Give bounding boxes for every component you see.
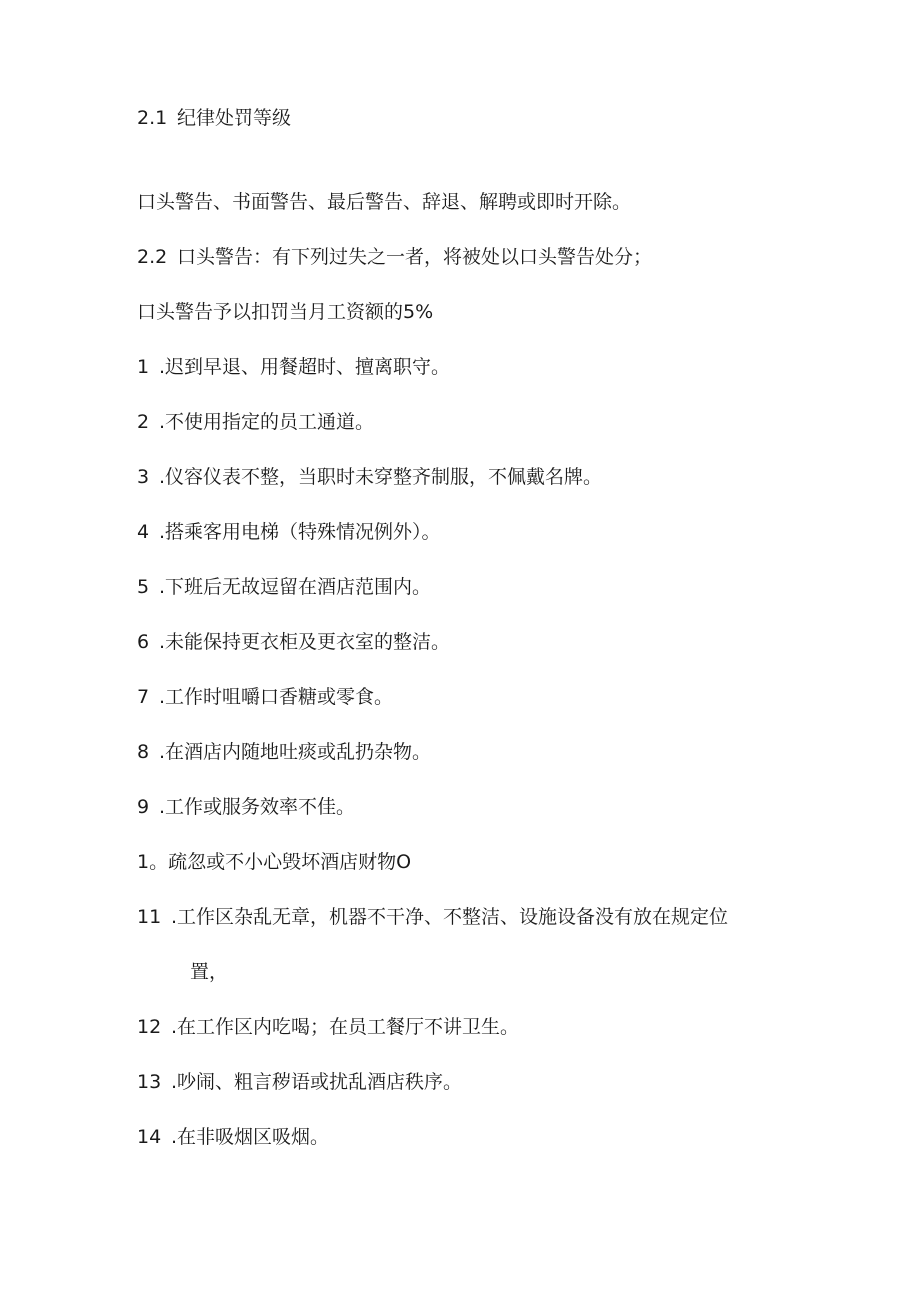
list-item-text: .工作或服务效率不佳。	[159, 796, 356, 818]
list-item	[137, 740, 431, 764]
list-item-text: .下班后无故逗留在酒店范围内。	[159, 576, 432, 598]
list-item-text: .搭乘客用电梯（特殊情况例外）。	[159, 521, 441, 543]
list-item	[137, 1070, 462, 1094]
list-item	[137, 685, 393, 709]
levels-paragraph: 口头警告、书面警告、最后警告、辞退、解聘或即时开除。	[137, 191, 632, 213]
list-item-number: 1	[137, 356, 150, 378]
list-item-text: .不使用指定的员工通道。	[159, 411, 375, 433]
list-item-text: .在工作区内吃喝；在员工餐厅不讲卫生。	[171, 1016, 520, 1038]
section-number: 2.2	[137, 246, 168, 268]
list-item-number: 8	[137, 741, 150, 763]
section-number: 2.1	[137, 107, 168, 129]
list-item-text: 置，	[190, 961, 229, 983]
list-item	[137, 630, 450, 654]
list-item-text: .仪容仪表不整，当职时未穿整齐制服，不佩戴名牌。	[159, 466, 603, 488]
section-title: 纪律处罚等级	[177, 107, 292, 129]
list-item-text: .在酒店内随地吐痰或乱扔杂物。	[159, 741, 432, 763]
list-item-number: 2	[137, 411, 150, 433]
list-item	[137, 795, 355, 819]
list-item	[137, 1125, 329, 1149]
list-item	[137, 575, 431, 599]
list-item-number: 12	[137, 1016, 162, 1038]
list-item-number: 3	[137, 466, 150, 488]
section-text: 口头警告：有下列过失之一者，将被处以口头警告处分；	[177, 246, 653, 268]
list-item-number: 7	[137, 686, 150, 708]
list-item	[137, 465, 602, 489]
list-item-text: .未能保持更衣柜及更衣室的整洁。	[159, 631, 451, 653]
list-item-number: 11	[137, 906, 162, 928]
list-item	[137, 355, 450, 379]
list-item-number: 14	[137, 1126, 162, 1148]
list-item-text: 1。疏忽或不小心毁坏酒店财物O	[137, 851, 412, 873]
list-item-text: .在非吸烟区吸烟。	[171, 1126, 330, 1148]
list-item	[137, 1015, 519, 1039]
list-item-number: 4	[137, 521, 150, 543]
list-item-text: .吵闹、粗言秽语或扰乱酒店秩序。	[171, 1071, 463, 1093]
list-item-text: .迟到早退、用餐超时、擅离职守。	[159, 356, 451, 378]
section-heading-2-2	[137, 245, 652, 269]
list-item-number: 6	[137, 631, 150, 653]
list-item	[137, 905, 728, 929]
list-item-text: .工作区杂乱无章，机器不干净、不整洁、设施设备没有放在规定位	[171, 906, 729, 928]
list-item	[137, 520, 441, 544]
section-heading-2-1	[137, 106, 291, 130]
list-item-text: .工作时咀嚼口香糖或零食。	[159, 686, 394, 708]
list-item-number: 5	[137, 576, 150, 598]
list-item	[137, 850, 411, 874]
list-item-number: 9	[137, 796, 150, 818]
list-item	[137, 410, 374, 434]
penalty-paragraph: 口头警告予以扣罚当月工资额的5%	[137, 301, 434, 323]
list-item-number: 13	[137, 1071, 162, 1093]
list-item-continuation	[190, 960, 228, 984]
